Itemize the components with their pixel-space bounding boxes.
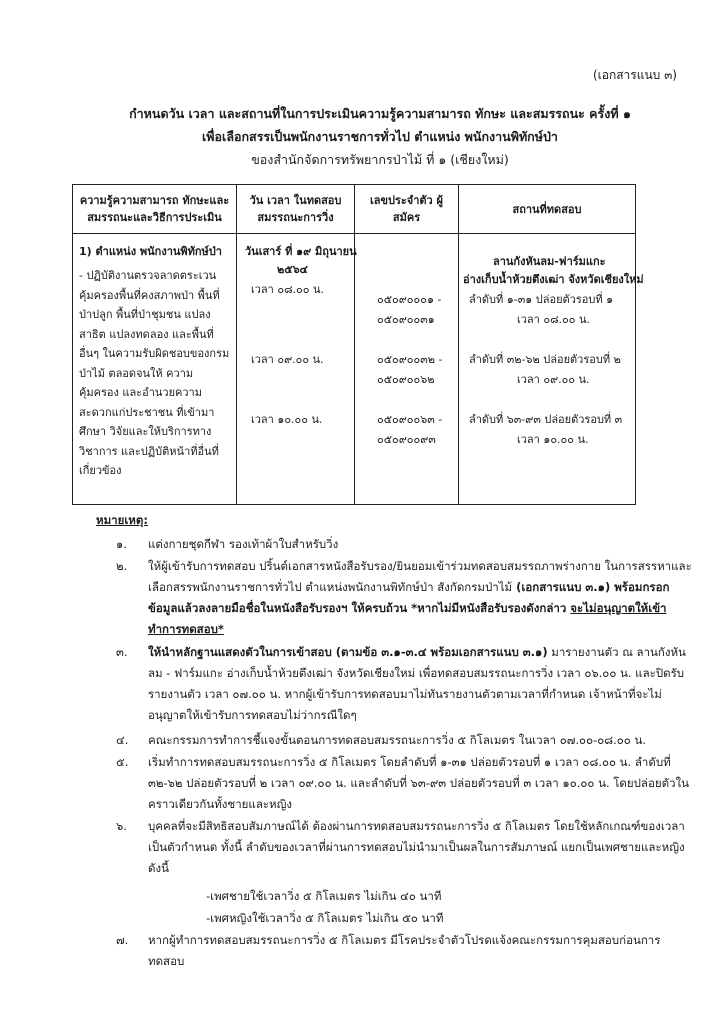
- note-number: ๔.: [116, 733, 129, 747]
- note-text: เริ่มทำการทดสอบสมรรถนะการวิ่ง ๕ กิโลเมตร โดยลำดับที่ ๑-๓๑ ปล่อยตัวรอบที่ ๑ เวลา ๐๘.๐๐ น. ลำดับที่ ๓๒-๖๒ ปล่อยตัวรอบที่ ๒ เวลา ๐๙.๐๐ น. และลำดับที่ ๖๓-๙๓ ปล่อยตัวรอบที่ ๓ เวลา ๑๐.๐๐ น. โดยปล่อยตัวในคราวเดียวกันทั้งชายและหญิง: [148, 755, 690, 811]
- table-row: [73, 234, 636, 505]
- note-number: ๗.: [116, 933, 129, 947]
- female-criteria: -เพศหญิงใช้เวลาวิ่ง ๕ กิโลเมตร ไม่เกิน ๕๐ นาที: [206, 911, 444, 925]
- note-2-underline: จะไม่อนุญาตให้เข้าทำการทดสอบ*: [148, 601, 667, 636]
- cell-applicant-ids: [355, 234, 459, 505]
- note-text: หากผู้ทำการทดสอบสมรรถนะการวิ่ง ๕ กิโลเมตร มีโรคประจำตัวโปรดแจ้งคณะกรรมการคุมสอบก่อนการทดสอบ: [148, 933, 661, 968]
- notes-heading: หมายเหตุ:: [96, 513, 148, 527]
- id-range-2-end: ๐๕๐๙๐๐๖๒: [377, 373, 435, 386]
- header-qualification: ความรู้ความสามารถ ทักษะและสมรรถนะและวิธีการประเมิน: [73, 185, 237, 234]
- round-1-order: ลำดับที่ ๑-๓๑ ปล่อยตัวรอบที่ ๑: [469, 293, 614, 306]
- id-range-3-end: ๐๕๐๙๐๐๙๓: [377, 433, 436, 446]
- time-round-1: เวลา ๐๘.๐๐ น.: [251, 283, 324, 296]
- note-number: ๖.: [116, 819, 127, 833]
- note-text: คณะกรรมการทำการชี้แจงขั้นตอนการทดสอบสมรรถนะการวิ่ง ๕ กิโลเมตร ในเวลา ๐๗.๐๐-๐๘.๐๐ น.: [148, 733, 646, 747]
- id-range-1-start: ๐๕๐๙๐๐๐๑ -: [377, 293, 442, 306]
- time-round-2: เวลา ๐๙.๐๐ น.: [251, 353, 324, 366]
- note-2-bold: (เอกสารแนบ ๓.๑) พร้อมกรอกข้อมูลแล้วลงลายมือชื่อในหนังสือรับรองฯ ให้ครบถ้วน *หากไม่มีหนังสือรับรองดังกล่าว: [148, 580, 670, 615]
- header-datetime: วัน เวลา ในทดสอบสมรรถนะการวิ่ง: [237, 185, 355, 234]
- document-title-line2: [60, 127, 700, 147]
- venue-location: อ่างเก็บน้ำห้วยตึงเฒ่า จังหวัดเชียงใหม่: [463, 273, 644, 286]
- venue-name: ลานกังหันลม-ฟาร์มแกะ: [493, 255, 606, 268]
- title-line2-prefix: เพื่อเลือกสรรเป็นพนักงานราชการทั่วไป: [202, 129, 415, 144]
- note-text: บุคคลที่จะมีสิทธิสอบสัมภาษณ์ได้ ต้องผ่านการทดสอบสมรรถนะการวิ่ง ๕ กิโลเมตร โดยใช้หลักเกณฑ์ของเวลาเป็นตัวกำหนด ทั้งนี้ ลำดับของเวลาที่ผ่านการทดสอบไม่นำมาเป็นผลในการสัมภาษณ์ แยกเป็นเพศชายและหญิง ดังนี้: [148, 819, 685, 875]
- cell-venue: [459, 234, 644, 505]
- round-3-time: เวลา ๑๐.๐๐ น.: [517, 433, 589, 446]
- round-1-time: เวลา ๐๘.๐๐ น.: [517, 313, 590, 326]
- header-applicant-id: เลขประจำตัว ผู้สมัคร: [355, 185, 459, 234]
- cell-datetime: [237, 234, 355, 505]
- note-number: ๑.: [116, 537, 127, 551]
- document-title-line1: กำหนดวัน เวลา และสถานที่ในการประเมินความรู้ความสามารถ ทักษะ และสมรรถนะ ครั้งที่ ๑: [129, 106, 631, 121]
- qualification-title: 1) ตำแหน่ง พนักงานพิทักษ์ป่า: [79, 245, 222, 258]
- exam-date: วันเสาร์ ที่ ๑๙ มิถุนายน: [245, 245, 357, 258]
- exam-year: ๒๕๖๔: [277, 263, 308, 276]
- title-line2-position: ตำแหน่ง พนักงานพิทักษ์ป่า: [414, 129, 558, 144]
- cell-qualification: [73, 234, 237, 505]
- header-venue: สถานที่ทดสอบ: [459, 185, 636, 234]
- id-range-2-start: ๐๕๐๙๐๐๓๒ -: [377, 353, 443, 366]
- round-2-order: ลำดับที่ ๓๒-๖๒ ปล่อยตัวรอบที่ ๒: [469, 353, 621, 366]
- document-title-line3: ของสำนักจัดการทรัพยากรป่าไม้ ที่ ๑ (เชียงใหม่): [251, 152, 509, 167]
- note-2-text: ให้ผู้เข้ารับการทดสอบ ปริ้นต์เอกสารหนังสือรับรอง/ยินยอมเข้าร่วมทดสอบสมรรถภาพร่างกาย ในการสรรหาและเลือกสรรพนักงานราชการทั่วไป ตำแหน่งพนักงานพิทักษ์ป่า สังกัดกรมป่าไม้: [148, 559, 692, 594]
- schedule-table: [72, 184, 644, 505]
- note-text: [148, 642, 693, 726]
- annex-label: (เอกสารแนบ ๓): [592, 68, 677, 82]
- time-round-3: เวลา ๑๐.๐๐ น.: [251, 413, 323, 426]
- qualification-description: - ปฏิบัติงานตรวจลาดตระเวน คุ้มครองพื้นที่คงสภาพป่า พื้นที่ป่าปลูก พื้นที่ป่าชุมชน แปลงสาธิต แปลงทดลอง และพื้นที่ อื่นๆ ในความรับผิดชอบของกรมป่าไม้ ตลอดจนให้ ความคุ้มครอง และอำนวยความสะดวกแก่ประชาชน ที่เข้ามา ศึกษา วิจัยและให้บริการทางวิชาการ และปฏิบัติหน้าที่อื่นที่เกี่ยวข้อง: [79, 269, 230, 477]
- note-number: ๒.: [116, 559, 128, 573]
- round-3-order: ลำดับที่ ๖๓-๙๓ ปล่อยตัวรอบที่ ๓: [469, 413, 623, 426]
- note-3-bold: ให้นำหลักฐานแสดงตัวในการเข้าสอบ (ตามข้อ ๓.๑-๓.๔ พร้อมเอกสารแนบ ๓.๑): [148, 645, 548, 659]
- male-criteria: -เพศชายใช้เวลาวิ่ง ๕ กิโลเมตร ไม่เกิน ๔๐ นาที: [206, 889, 442, 903]
- note-text: [148, 556, 693, 640]
- note-number: ๓.: [116, 645, 128, 659]
- id-range-3-start: ๐๕๐๙๐๐๖๓ -: [377, 413, 443, 426]
- table-header-row: [73, 185, 636, 234]
- id-range-1-end: ๐๕๐๙๐๐๓๑: [377, 313, 435, 326]
- note-3-text: มารายงานตัว ณ ลานกังหันลม - ฟาร์มแกะ อ่างเก็บน้ำห้วยตึงเฒ่า จังหวัดเชียงใหม่ เพื่อทดสอบสมรรถนะการวิ่ง เวลา ๐๖.๐๐ น. และปิดรับรายงานตัว เวลา ๐๗.๐๐ น. หากผู้เข้ารับการทดสอบมาไม่ทันรายงานตัวตามเวลาที่กำหนด เจ้าหน้าที่จะไม่อนุญาตให้เข้ารับการทดสอบไม่ว่ากรณีใดๆ: [148, 645, 686, 722]
- note-number: ๕.: [116, 755, 129, 769]
- note-text: แต่งกายชุดกีฬา รองเท้าผ้าใบสำหรับวิ่ง: [148, 537, 339, 551]
- round-2-time: เวลา ๐๙.๐๐ น.: [517, 373, 590, 386]
